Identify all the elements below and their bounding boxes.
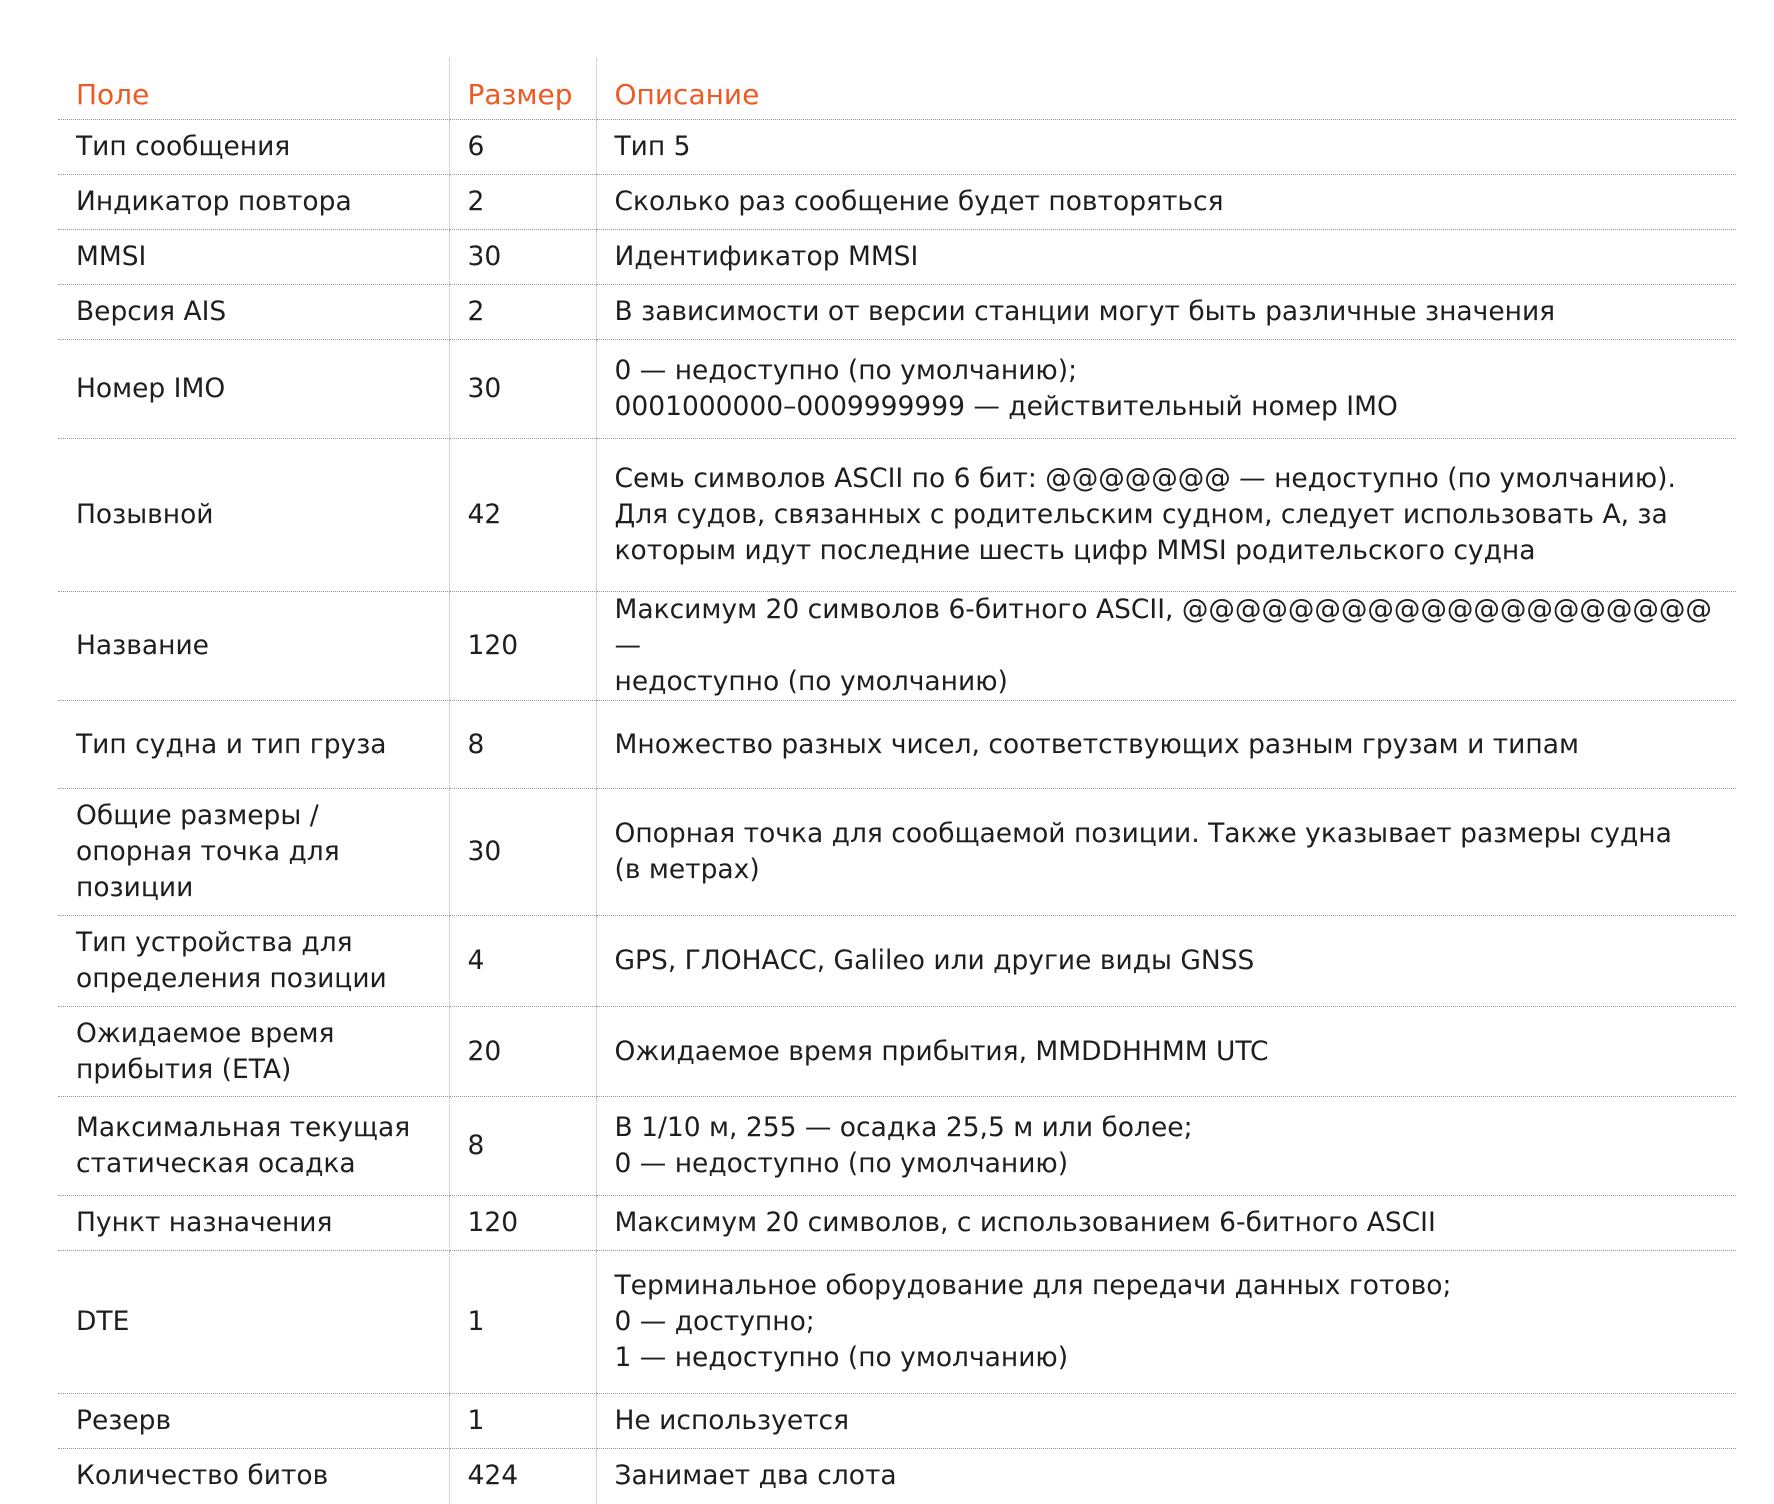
- cell-description: В зависимости от версии станции могут быть различные значения: [596, 285, 1736, 340]
- cell-field: Номер IMO: [58, 340, 449, 439]
- cell-field: Тип сообщения: [58, 120, 449, 175]
- cell-field: Резерв: [58, 1394, 449, 1449]
- cell-size: 20: [449, 1007, 596, 1097]
- cell-field: Общие размеры / опорная точка для позиции: [58, 789, 449, 916]
- cell-size: 8: [449, 1097, 596, 1196]
- table-row: [58, 439, 1736, 592]
- table-row: [58, 1097, 1736, 1196]
- cell-description: Сколько раз сообщение будет повторяться: [596, 175, 1736, 230]
- cell-size: 1: [449, 1251, 596, 1394]
- cell-description: Занимает два слота: [596, 1449, 1736, 1504]
- cell-size: 120: [449, 1196, 596, 1251]
- cell-field: Название: [58, 592, 449, 701]
- cell-description: В 1/10 м, 255 — осадка 25,5 м или более; 0 — недоступно (по умолчанию): [596, 1097, 1736, 1196]
- table-row: [58, 1196, 1736, 1251]
- cell-description: Не используется: [596, 1394, 1736, 1449]
- table-row: [58, 230, 1736, 285]
- header-row: [58, 58, 1736, 120]
- table-row: [58, 789, 1736, 916]
- cell-field: Пункт назначения: [58, 1196, 449, 1251]
- cell-size: 4: [449, 916, 596, 1007]
- cell-description: GPS, ГЛОНАСС, Galileo или другие виды GNSS: [596, 916, 1736, 1007]
- cell-size: 424: [449, 1449, 596, 1504]
- cell-field: Тип устройства для определения позиции: [58, 916, 449, 1007]
- cell-description: Максимум 20 символов, с использованием 6-битного ASCII: [596, 1196, 1736, 1251]
- cell-size: 42: [449, 439, 596, 592]
- cell-field: Индикатор повтора: [58, 175, 449, 230]
- cell-size: 30: [449, 789, 596, 916]
- cell-size: 2: [449, 285, 596, 340]
- cell-field: DTE: [58, 1251, 449, 1394]
- table-row: [58, 120, 1736, 175]
- cell-field: Максимальная текущая статическая осадка: [58, 1097, 449, 1196]
- table-row: [58, 1251, 1736, 1394]
- table-row: [58, 701, 1736, 789]
- ais-message-type5-table: [58, 58, 1736, 1504]
- cell-description: Терминальное оборудование для передачи данных готово; 0 — доступно; 1 — недоступно (по умолчанию): [596, 1251, 1736, 1394]
- table-row: [58, 285, 1736, 340]
- cell-description: Идентификатор MMSI: [596, 230, 1736, 285]
- table-row: [58, 916, 1736, 1007]
- cell-field: Позывной: [58, 439, 449, 592]
- cell-field: Тип судна и тип груза: [58, 701, 449, 789]
- cell-size: 30: [449, 340, 596, 439]
- cell-description: Ожидаемое время прибытия, MMDDHHMM UTC: [596, 1007, 1736, 1097]
- cell-description: Семь символов ASCII по 6 бит: @@@@@@@ — недоступно (по умолчанию). Для судов, связанных с родительским судном, следует использовать A, за которым идут последние шесть цифр MMSI родительского судна: [596, 439, 1736, 592]
- cell-description: Опорная точка для сообщаемой позиции. Также указывает размеры судна (в метрах): [596, 789, 1736, 916]
- cell-description: Тип 5: [596, 120, 1736, 175]
- cell-field: Версия AIS: [58, 285, 449, 340]
- cell-description: Максимум 20 символов 6-битного ASCII, @@@@@@@@@@@@@@@@@@@@ — недоступно (по умолчанию): [596, 592, 1736, 701]
- table-row: [58, 1449, 1736, 1504]
- cell-field: MMSI: [58, 230, 449, 285]
- cell-description: Множество разных чисел, соответствующих разным грузам и типам: [596, 701, 1736, 789]
- table-row: [58, 1007, 1736, 1097]
- cell-size: 120: [449, 592, 596, 701]
- cell-size: 8: [449, 701, 596, 789]
- cell-field: Количество битов: [76, 1460, 329, 1492]
- cell-field: Ожидаемое время прибытия (ETA): [58, 1007, 449, 1097]
- header-field: Поле: [58, 58, 449, 120]
- cell-size: 30: [449, 230, 596, 285]
- table-row: [58, 340, 1736, 439]
- table-row: [58, 1394, 1736, 1449]
- table-row: [58, 592, 1736, 701]
- cell-description: 0 — недоступно (по умолчанию); 0001000000–0009999999 — действительный номер IMO: [596, 340, 1736, 439]
- cell-size: 2: [449, 175, 596, 230]
- header-size: Размер: [449, 58, 596, 120]
- table-row: [58, 175, 1736, 230]
- cell-size: 6: [449, 120, 596, 175]
- cell-size: 1: [449, 1394, 596, 1449]
- header-description: Описание: [596, 58, 1736, 120]
